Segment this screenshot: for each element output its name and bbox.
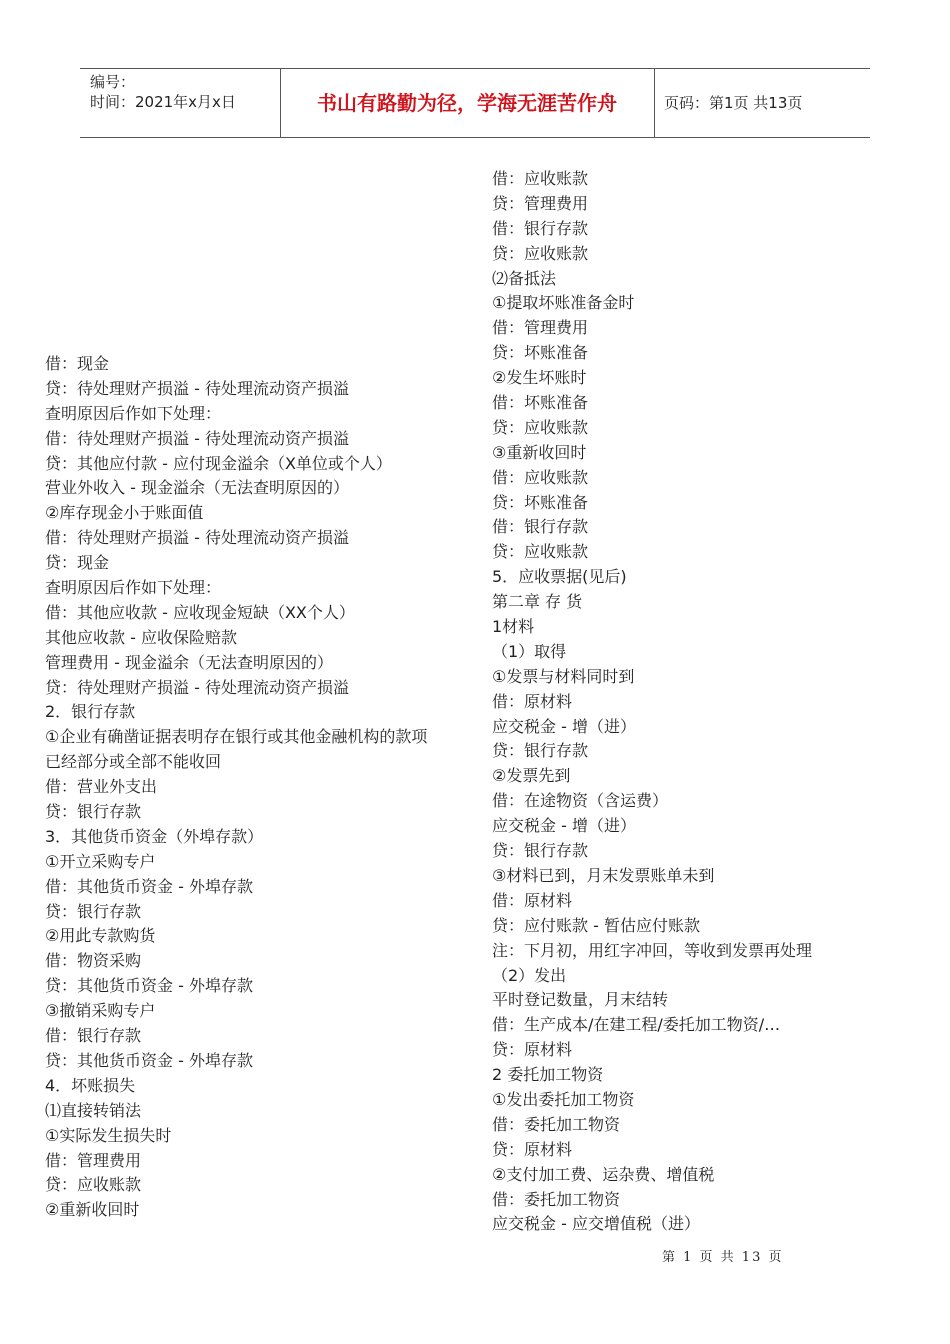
text-line: 借：银行存款 xyxy=(492,218,589,238)
text-line: ①企业有确凿证据表明存在银行或其他金融机构的款项 xyxy=(45,727,428,747)
text-line: 3．其他货币资金（外埠存款） xyxy=(45,826,264,846)
text-line: 借：在途物资（含运费） xyxy=(492,791,669,811)
text-line: 贷：应收账款 xyxy=(45,1175,142,1195)
text-line: 贷：银行存款 xyxy=(45,901,142,921)
header-right-cell xyxy=(654,69,870,137)
header-middle-cell xyxy=(280,69,655,137)
header-page-info: 页码：第1页 共13页 xyxy=(664,94,803,112)
text-line: 贷：应付账款 - 暂估应付账款 xyxy=(492,915,700,935)
text-line: ②支付加工费、运杂费、增值税 xyxy=(492,1164,715,1184)
text-line: 贷：待处理财产损溢 - 待处理流动资产损溢 xyxy=(45,677,349,697)
text-line: 查明原因后作如下处理： xyxy=(45,403,222,423)
text-line: 借：银行存款 xyxy=(492,517,589,537)
text-line: 2 委托加工物资 xyxy=(492,1065,604,1085)
text-line: 贷：应收账款 xyxy=(492,243,589,263)
text-line: 4．坏账损失 xyxy=(45,1075,136,1095)
text-line: 借：物资采购 xyxy=(45,951,142,971)
text-line: 应交税金 - 增（进） xyxy=(492,816,636,836)
text-line: 贷：坏账准备 xyxy=(492,343,589,363)
text-line: 贷：原材料 xyxy=(492,1040,573,1060)
text-line: （1）取得 xyxy=(492,641,567,661)
text-line: ②发生坏账时 xyxy=(492,368,587,388)
text-line: 贷：应收账款 xyxy=(492,417,589,437)
document-number-label: 编号： xyxy=(90,73,136,91)
text-line: 借：其他应收款 - 应收现金短缺（XX个人） xyxy=(45,602,355,622)
text-line: 借：应收账款 xyxy=(492,467,589,487)
text-line: 注：下月初，用红字冲回，等收到发票再处理 xyxy=(492,940,813,960)
text-line: 贷：其他货币资金 - 外埠存款 xyxy=(45,1050,253,1070)
page-footer: 第 1 页 共 13 页 xyxy=(662,1250,784,1265)
text-line: 贷：坏账准备 xyxy=(492,492,589,512)
text-line: 贷：现金 xyxy=(45,553,110,573)
text-line: 贷：应收账款 xyxy=(492,542,589,562)
text-line: 借：待处理财产损溢 - 待处理流动资产损溢 xyxy=(45,428,349,448)
left-column xyxy=(45,352,427,1223)
right-column xyxy=(492,167,812,1237)
header-left-cell xyxy=(80,69,281,137)
text-line: 贷：银行存款 xyxy=(492,841,589,861)
text-line: ⑵备抵法 xyxy=(492,268,557,288)
text-line: 借：银行存款 xyxy=(45,1026,142,1046)
text-line: 应交税金 - 应交增值税（进） xyxy=(492,1214,700,1234)
text-line: 第二章 存 货 xyxy=(492,592,583,612)
text-line: 借：管理费用 xyxy=(492,318,589,338)
text-line: 2．银行存款 xyxy=(45,702,136,722)
text-line: ②用此专款购货 xyxy=(45,926,156,946)
text-line: 贷：银行存款 xyxy=(45,802,142,822)
text-line: ②库存现金小于账面值 xyxy=(45,503,204,523)
text-line: 贷：其他应付款 - 应付现金溢余（X单位或个人） xyxy=(45,453,392,473)
text-line: 借：应收账款 xyxy=(492,169,589,188)
text-line: 5．应收票据(见后) xyxy=(492,567,627,587)
text-line: ①发票与材料同时到 xyxy=(492,666,635,686)
document-time-label: 时间：2021年x月x日 xyxy=(90,93,236,111)
text-line: 贷：管理费用 xyxy=(492,193,589,213)
text-line: 管理费用 - 现金溢余（无法查明原因的） xyxy=(45,652,333,672)
text-line: ③重新收回时 xyxy=(492,442,587,462)
text-line: 借：待处理财产损溢 - 待处理流动资产损溢 xyxy=(45,528,349,548)
text-line: ③材料已到，月末发票账单未到 xyxy=(492,865,715,885)
text-line: 借：营业外支出 xyxy=(45,777,158,797)
text-line: ①实际发生损失时 xyxy=(45,1125,172,1145)
text-line: ⑴直接转销法 xyxy=(45,1100,142,1120)
text-line: 应交税金 - 增（进） xyxy=(492,716,636,736)
text-line: 借：原材料 xyxy=(492,890,573,910)
text-line: ①开立采购专户 xyxy=(45,851,156,871)
page-header xyxy=(80,68,870,138)
text-line: ②重新收回时 xyxy=(45,1200,140,1220)
text-line: ①提取坏账准备金时 xyxy=(492,293,635,313)
text-line: 贷：其他货币资金 - 外埠存款 xyxy=(45,976,253,996)
text-line: （2）发出 xyxy=(492,965,567,985)
text-line: 借：委托加工物资 xyxy=(492,1114,621,1134)
text-line: 贷：待处理财产损溢 - 待处理流动资产损溢 xyxy=(45,378,349,398)
text-line: 贷：银行存款 xyxy=(492,741,589,761)
text-line: 借：原材料 xyxy=(492,691,573,711)
text-line: 借：生产成本/在建工程/委托加工物资/… xyxy=(492,1015,781,1035)
text-line: ②发票先到 xyxy=(492,766,571,786)
text-line: 查明原因后作如下处理： xyxy=(45,578,222,598)
header-motto: 书山有路勤为径，学海无涯苦作舟 xyxy=(317,91,617,115)
text-line: 1材料 xyxy=(492,617,535,637)
text-line: 借：现金 xyxy=(45,354,110,373)
text-line: 借：委托加工物资 xyxy=(492,1189,621,1209)
text-line: 已经部分或全部不能收回 xyxy=(45,752,222,772)
text-line: 其他应收款 - 应收保险赔款 xyxy=(45,627,237,647)
text-line: 平时登记数量，月末结转 xyxy=(492,990,669,1010)
text-line: 营业外收入 - 现金溢余（无法查明原因的） xyxy=(45,478,349,498)
text-line: ③撤销采购专户 xyxy=(45,1001,156,1021)
text-line: 借：管理费用 xyxy=(45,1150,142,1170)
text-line: 贷：原材料 xyxy=(492,1139,573,1159)
text-line: 借：其他货币资金 - 外埠存款 xyxy=(45,876,253,896)
text-line: 借：坏账准备 xyxy=(492,393,589,413)
text-line: ①发出委托加工物资 xyxy=(492,1089,635,1109)
